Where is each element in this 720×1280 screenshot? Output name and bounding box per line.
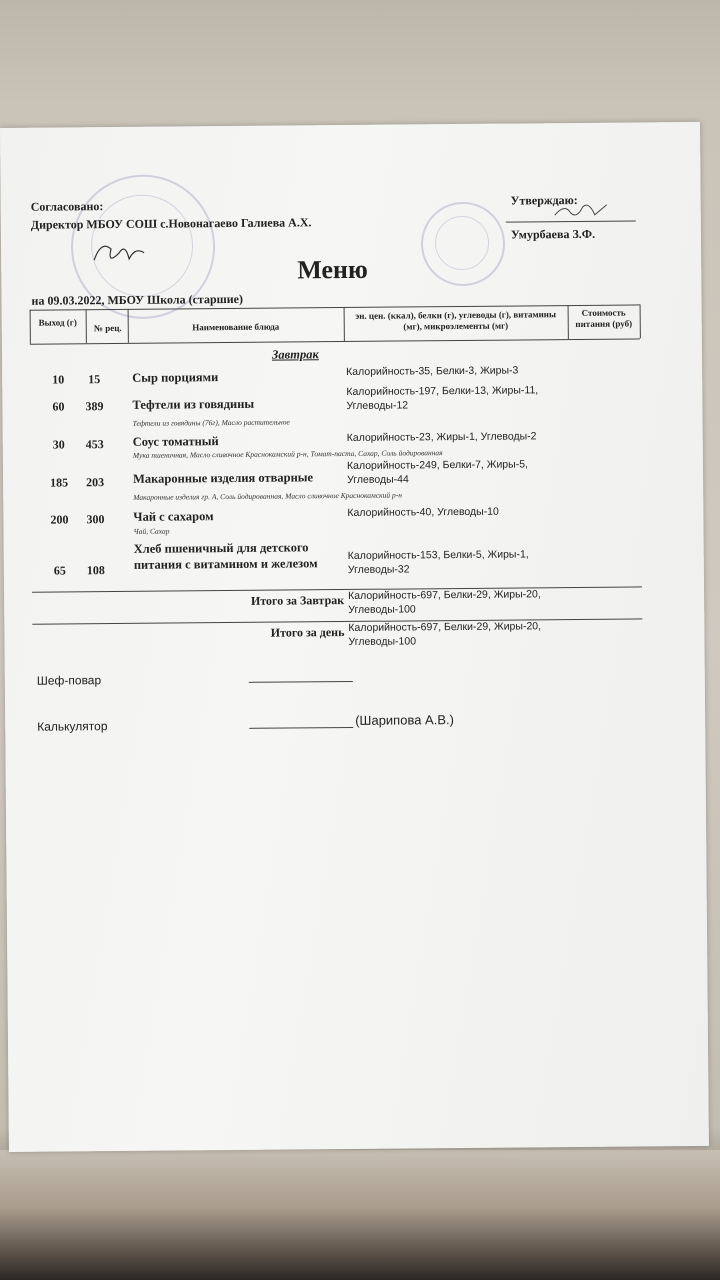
row-recipe: 453 [85,437,104,452]
row-nutrition: Калорийность-197, Белки-13, Жиры-11, Углеводы-12 [346,384,539,412]
row-name: Макаронные изделия отварные [133,470,314,486]
row-ingredients: Мука пшеничная, Масло сливочное Краснокамский р-н, Томат-паста, Сахар, Соль йодированная [132,448,443,460]
total-day-value: Калорийность-697, Белки-29, Жиры-20, Углеводы-100 [348,620,542,648]
row-ingredients: Чай, Сахар [133,526,170,536]
col-yield: Выход (г) [38,317,77,328]
row-recipe: 15 [88,372,101,387]
approved-label: Согласовано: [30,199,104,214]
total-day-label: Итого за день [270,625,345,640]
menu-subtitle: на 09.03.2022, МБОУ Школа (старшие) [31,291,244,308]
col-cost: Стоимость питания (руб) [575,307,633,329]
approved-by: Директор МБОУ СОШ с.Новонагаево Галиева А.Х. [30,215,312,232]
section-breakfast: Завтрак [271,347,319,362]
row-ingredients: Макаронные изделия гр. А, Соль йодированная, Масло сливочное Краснокамский р-н [133,490,403,502]
row-name: Тефтели из говядины [132,396,255,412]
menu-document [0,122,709,1152]
row-yield: 30 [52,437,65,452]
row-name: Соус томатный [132,434,219,449]
round-stamp-right [421,202,506,287]
row-recipe: 300 [86,512,105,527]
row-nutrition: Калорийность-40, Углеводы-10 [347,505,499,519]
row-nutrition: Калорийность-153, Белки-5, Жиры-1, Углеводы-32 [347,548,529,576]
calc-name: (Шарипова А.В.) [355,712,454,728]
total-breakfast-value: Калорийность-697, Белки-29, Жиры-20, Углеводы-100 [348,588,541,616]
row-yield: 200 [50,512,69,527]
row-nutrition: Калорийность-23, Жиры-1, Углеводы-2 [346,430,537,444]
row-yield: 60 [52,399,65,414]
row-recipe: 203 [86,475,105,490]
row-name: Сыр порциями [132,370,219,385]
row-name: Хлеб пшеничный для детского питания с витамином и железом [133,540,318,572]
row-yield: 10 [52,372,65,387]
row-name: Чай с сахаром [133,509,214,524]
calc-signature-line [249,727,353,729]
signature-left [89,235,149,272]
row-nutrition: Калорийность-249, Белки-7, Жиры-5, Углеводы-44 [346,458,528,486]
confirm-label: Утверждаю: [510,192,578,208]
col-recipe: № рец. [93,322,122,334]
calc-label: Калькулятор [37,719,108,734]
total-breakfast-label: Итого за Завтрак [250,593,345,608]
row-recipe: 389 [85,399,104,414]
confirm-by: Умурбаева З.Ф. [510,226,596,242]
col-name: Наименование блюда [192,321,280,333]
col-energy: эн. цен. (ккал), белки (г), углеводы (г), витамины (мг), микроэлементы (мг) [355,309,557,332]
row-yield: 185 [50,475,69,490]
row-recipe: 108 [86,563,105,578]
page-title: Меню [297,254,368,285]
table-surface [0,1150,720,1280]
row-ingredients: Тефтели из говядины (76г), Масло растительное [132,417,290,428]
chef-signature-line [249,681,353,683]
row-yield: 65 [53,563,66,578]
chef-label: Шеф-повар [36,673,102,688]
row-nutrition: Калорийность-35, Белки-3, Жиры-3 [346,364,519,378]
